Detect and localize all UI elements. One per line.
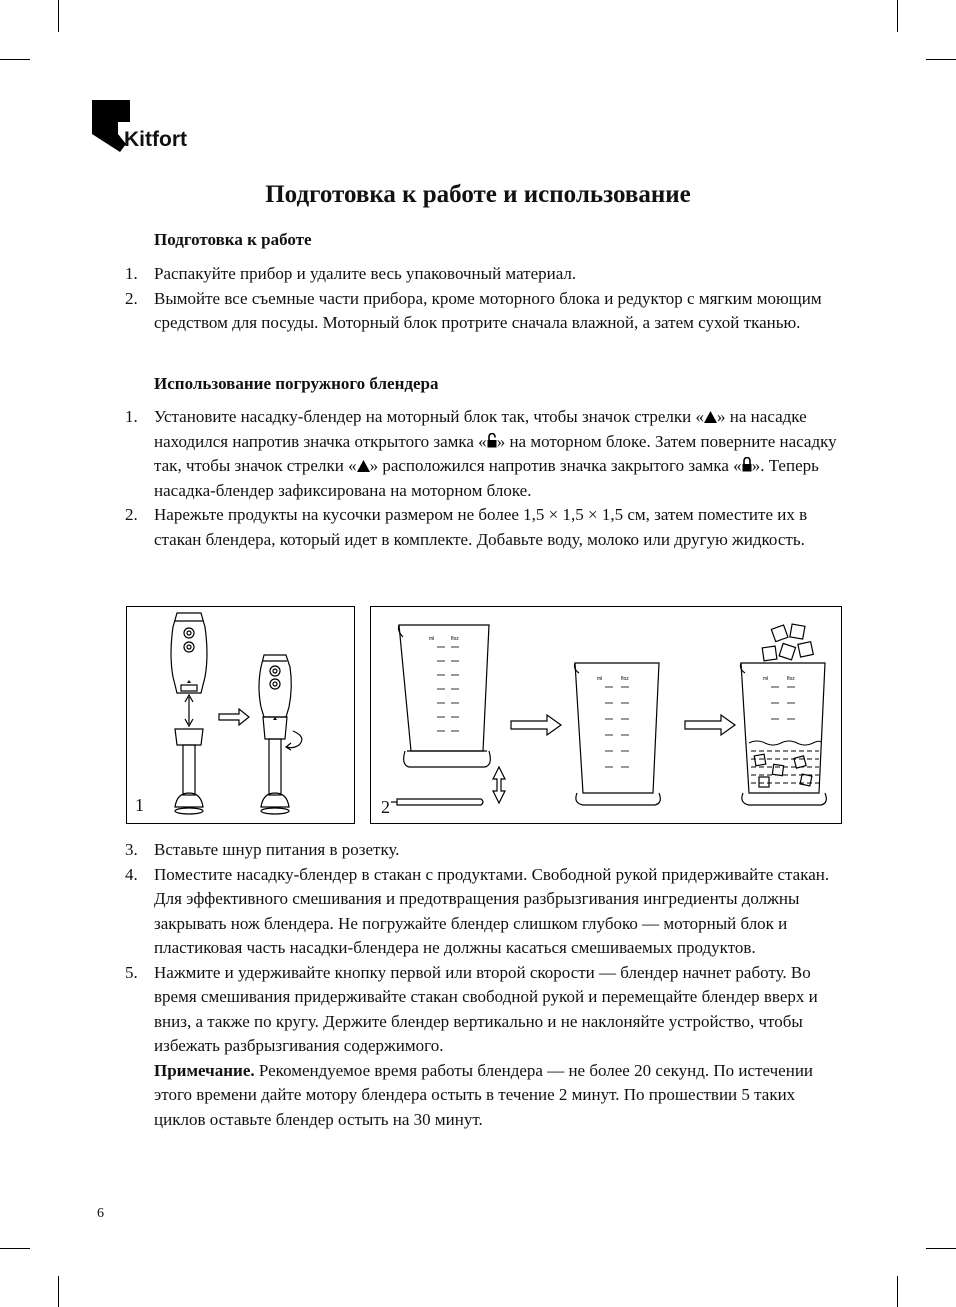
prep-list <box>117 262 847 336</box>
open-lock-icon <box>487 433 497 448</box>
list-item: 3. Вставьте шнур питания в розетку. <box>125 840 400 859</box>
crop-mark <box>58 0 59 32</box>
figure-number: 2 <box>381 797 390 817</box>
triangle-up-icon <box>357 460 370 472</box>
section-heading-prep: Подготовка к работе <box>154 230 312 249</box>
use-list-top <box>117 405 847 552</box>
unit-label: ml <box>597 676 603 682</box>
unit-label: floz <box>787 676 795 682</box>
crop-mark <box>0 1248 30 1249</box>
unit-label: ml <box>429 636 435 642</box>
figure-number: 1 <box>135 795 144 815</box>
list-item: 1. Распакуйте прибор и удалите весь упаковочный материал. <box>125 264 577 283</box>
list-item: 2. Вымойте все съемные части прибора, кроме моторного блока и редуктор с мягким моющим средством для посуды. Моторный блок протрите сначала влажной, а затем сухой тканью. <box>125 288 822 332</box>
crop-mark <box>926 1248 956 1249</box>
crop-mark <box>897 1276 898 1307</box>
page-title: Подготовка к работе и использование <box>265 181 691 208</box>
section-heading-use: Использование погружного блендера <box>154 374 439 393</box>
figure-attach-blender <box>126 606 355 824</box>
list-item: 4. Поместите насадку-блендер в стакан с продуктами. Свободной рукой придерживайте стакан. Для эффективного смешивания и предотвращения разбрызгивания ингредиенты должны закрывать нож блендера. Не погружайте блендер слишком глубоко — моторный блок и пластиковая часть насадки-блендера не должны касаться смешиваемых продуктов. <box>125 864 830 957</box>
unit-label: floz <box>451 636 459 642</box>
crop-mark <box>58 1276 59 1307</box>
unit-label: floz <box>621 676 629 682</box>
list-item: 1. Установите насадку-блендер на моторный блок так, чтобы значок стрелки « » на насадке находился напротив значка открытого замка « » на моторном блоке. Затем поверните насадку так, чтобы значок стрелки « » расположился напротив значка закрытого замка « ». Теперь насадка-блендер зафиксирована на моторном блоке. <box>125 407 837 500</box>
brand-name: Kitfort <box>124 128 187 151</box>
closed-lock-icon <box>742 457 752 472</box>
triangle-up-icon <box>704 411 717 423</box>
use-list-bottom <box>117 838 847 1132</box>
figure-fill-jug <box>370 606 842 824</box>
crop-mark <box>0 59 30 60</box>
unit-label: ml <box>763 676 769 682</box>
crop-mark <box>897 0 898 32</box>
list-item: 2. Нарежьте продукты на кусочки размером не более 1,5 × 1,5 × 1,5 см, затем поместите их в стакан блендера, который идет в комплекте. Добавьте воду, молоко или другую жидкость. <box>125 505 808 549</box>
note-label: Примечание. <box>154 1060 255 1080</box>
list-item: 5. Нажмите и удерживайте кнопку первой или второй скорости — блендер начнет работу. Во время смешивания придерживайте стакан свободной рукой и перемещайте блендер вверх и вниз, а также по кругу. Держите блендер вертикально и не наклоняйте устройство, чтобы избежать разбрызгивания содержимого. Примечание. Рекомендуемое время работы блендера — не более 20 секунд. По истечении этого времени дайте мотору блендера остыть в течение 2 минут. По прошествии 5 таких циклов оставьте блендер остыть на 30 минут. <box>125 962 818 1129</box>
crop-mark <box>926 59 956 60</box>
note-text: Рекомендуемое время работы блендера — не более 20 секунд. По истечении этого времени дайте мотору блендера остыть в течение 2 минут. По прошествии 5 таких циклов оставьте блендер остыть на 30 минут. <box>154 1060 814 1129</box>
page-number: 6 <box>97 1206 104 1221</box>
